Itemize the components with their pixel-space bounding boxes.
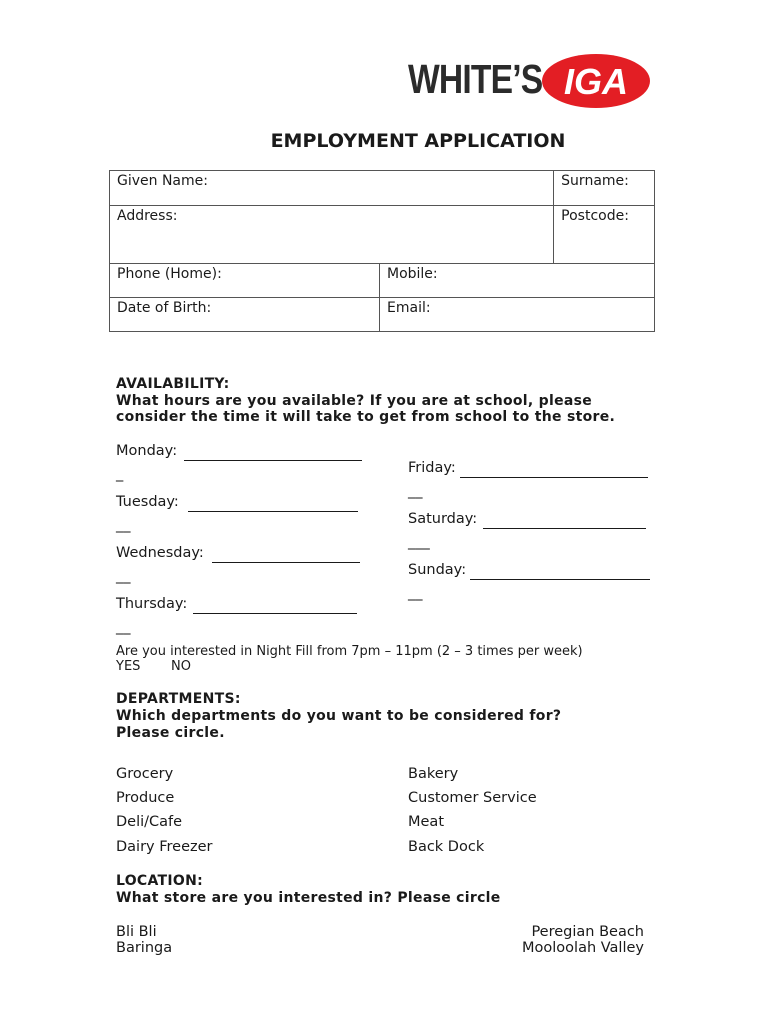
sunday-label: Sunday:: [408, 562, 467, 578]
availability-question-line2: consider the time it will take to get from school to the store.: [116, 409, 616, 425]
department-option[interactable]: Deli/Cafe: [116, 814, 183, 830]
location-option[interactable]: Bli Bli: [116, 924, 157, 940]
monday-line[interactable]: [184, 460, 362, 461]
tuesday-tail: __: [116, 517, 131, 533]
thursday-label: Thursday:: [116, 596, 188, 612]
dob-label: Date of Birth:: [117, 300, 212, 316]
company-logo: [408, 52, 653, 110]
surname-label: Surname:: [561, 173, 629, 189]
night-fill-yes[interactable]: YES: [116, 659, 141, 674]
department-option[interactable]: Grocery: [116, 766, 174, 782]
department-option[interactable]: Produce: [116, 790, 175, 806]
wednesday-tail: __: [116, 568, 131, 584]
logo-badge-text: IGA: [563, 61, 629, 102]
department-option[interactable]: Dairy Freezer: [116, 839, 213, 855]
address-label: Address:: [117, 208, 178, 224]
tuesday-label: Tuesday:: [116, 494, 179, 510]
wednesday-line[interactable]: [212, 562, 360, 563]
department-option[interactable]: Customer Service: [408, 790, 537, 806]
surname-cell[interactable]: [554, 171, 655, 206]
location-option[interactable]: Baringa: [116, 940, 173, 956]
personal-details-table: [109, 170, 655, 332]
thursday-tail: __: [116, 619, 131, 635]
departments-question-line1: Which departments do you want to be considered for?: [116, 708, 562, 724]
saturday-tail: ___: [408, 534, 430, 550]
sunday-tail: __: [408, 585, 423, 601]
email-label: Email:: [387, 300, 431, 316]
address-cell[interactable]: [110, 206, 554, 264]
night-fill-question: Are you interested in Night Fill from 7pm – 11pm (2 – 3 times per week): [116, 644, 583, 659]
monday-label: Monday:: [116, 443, 178, 459]
availability-heading: AVAILABILITY:: [116, 376, 230, 392]
thursday-line[interactable]: [193, 613, 357, 614]
saturday-line[interactable]: [483, 528, 646, 529]
department-option[interactable]: Bakery: [408, 766, 459, 782]
departments-question-line2: Please circle.: [116, 725, 225, 741]
night-fill-no[interactable]: NO: [171, 659, 191, 674]
postcode-cell[interactable]: [554, 206, 655, 264]
phone-home-cell[interactable]: [110, 264, 380, 298]
location-question: What store are you interested in? Please circle: [116, 890, 501, 906]
location-heading: LOCATION:: [116, 873, 204, 889]
logo-brand-text: WHITE’S: [408, 56, 543, 102]
iga-badge-icon: [540, 52, 656, 110]
department-option[interactable]: Back Dock: [408, 839, 485, 855]
mobile-cell[interactable]: [380, 264, 655, 298]
wednesday-label: Wednesday:: [116, 545, 204, 561]
location-option[interactable]: Peregian Beach: [531, 924, 644, 940]
location-option[interactable]: Mooloolah Valley: [522, 940, 644, 956]
mobile-label: Mobile:: [387, 266, 438, 282]
tuesday-line[interactable]: [188, 511, 358, 512]
availability-question-line1: What hours are you available? If you are at school, please: [116, 393, 593, 409]
saturday-label: Saturday:: [408, 511, 478, 527]
monday-tail: _: [116, 466, 124, 482]
given-name-cell[interactable]: [110, 171, 554, 206]
page-title: EMPLOYMENT APPLICATION: [270, 130, 566, 152]
department-option[interactable]: Meat: [408, 814, 445, 830]
sunday-line[interactable]: [470, 579, 650, 580]
friday-line[interactable]: [460, 477, 648, 478]
friday-label: Friday:: [408, 460, 456, 476]
friday-tail: __: [408, 483, 423, 499]
postcode-label: Postcode:: [561, 208, 629, 224]
given-name-label: Given Name:: [117, 173, 208, 189]
departments-heading: DEPARTMENTS:: [116, 691, 241, 707]
phone-home-label: Phone (Home):: [117, 266, 222, 282]
email-cell[interactable]: [380, 298, 655, 332]
dob-cell[interactable]: [110, 298, 380, 332]
